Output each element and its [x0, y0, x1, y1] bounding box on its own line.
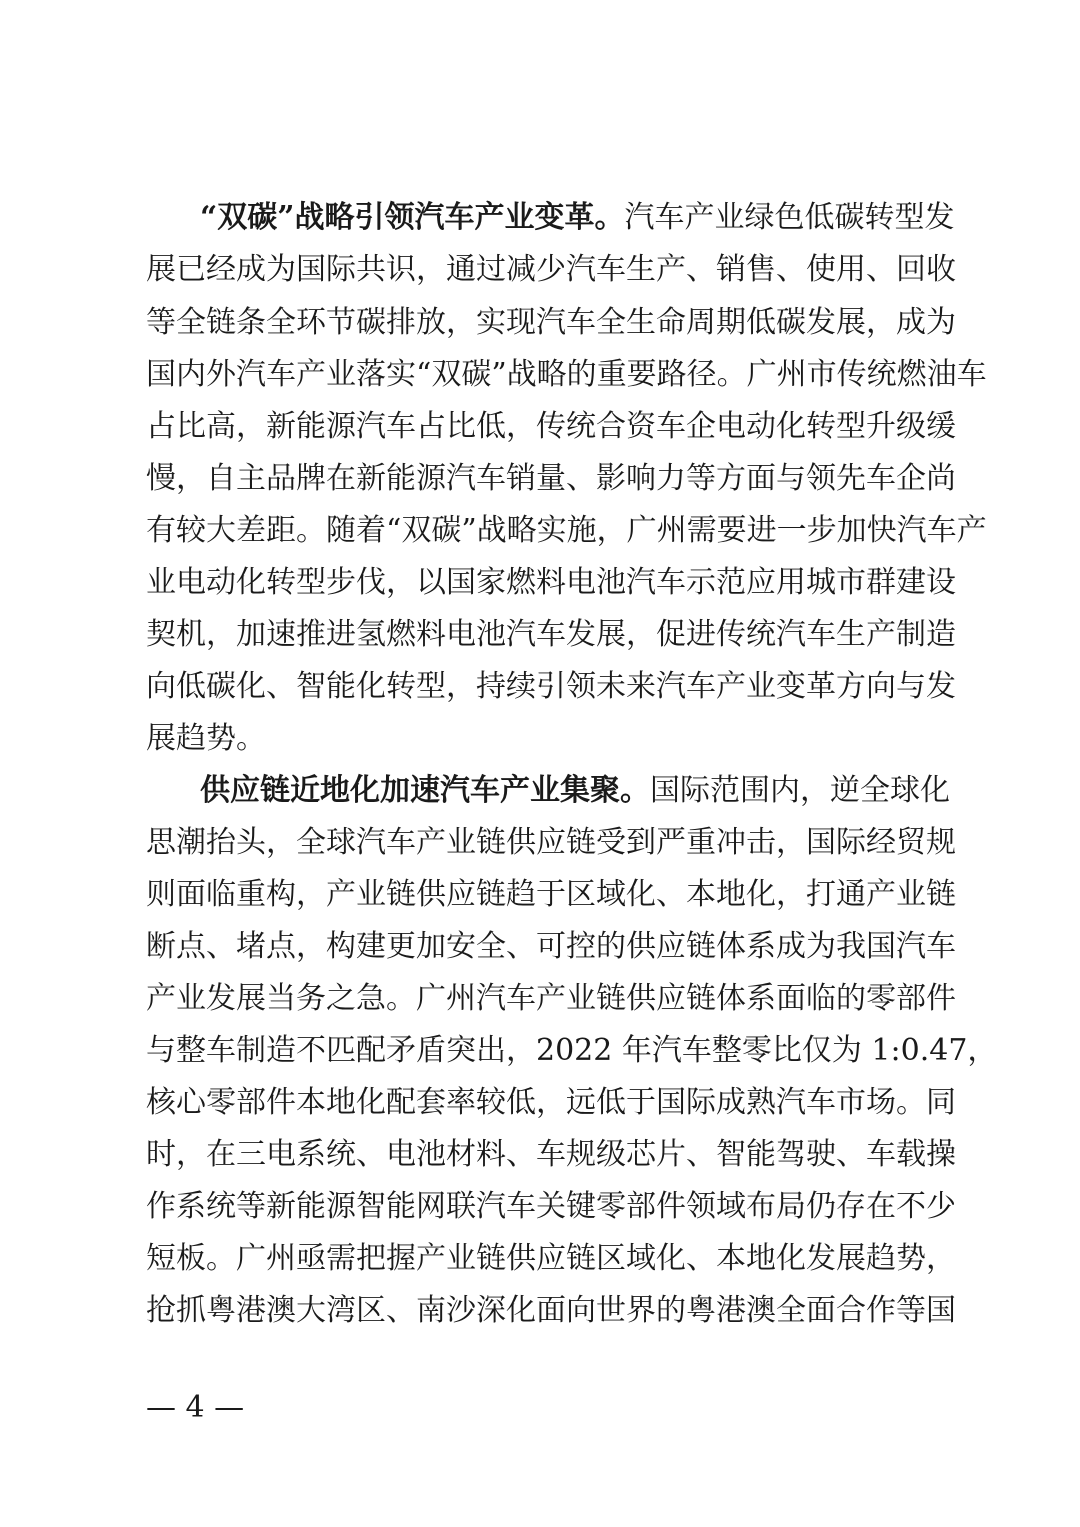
paragraph-2-heading: 供应链近地化加速汽车产业集聚。	[200, 773, 650, 808]
paragraph-1-heading: “双碳”战略引领汽车产业变革。	[200, 200, 625, 235]
paragraph-2-line-1	[200, 765, 950, 817]
paragraph-1-line-1	[200, 192, 955, 244]
paragraph-2-line-11: 抢抓粤港澳大湾区、南沙深化面向世界的粤港澳全面合作等国	[146, 1293, 956, 1328]
paragraph-1-line-6: 慢，自主品牌在新能源汽车销量、影响力等方面与领先车企尚	[146, 461, 956, 496]
paragraph-2-line-10: 短板。广州亟需把握产业链供应链区域化、本地化发展趋势，	[146, 1241, 956, 1276]
paragraph-2-line-9: 作系统等新能源智能网联汽车关键零部件领域布局仍存在不少	[146, 1189, 956, 1224]
page-number: — 4 —	[146, 1390, 245, 1425]
paragraph-1-text: 汽车产业绿色低碳转型发	[624, 200, 955, 235]
paragraph-2-line-8: 时，在三电系统、电池材料、车规级芯片、智能驾驶、车载操	[146, 1137, 956, 1172]
paragraph-1-line-11: 展趋势。	[146, 721, 266, 756]
paragraph-2-line-6: 与整车制造不匹配矛盾突出，2022 年汽车整零比仅为 1:0.47，	[146, 1033, 998, 1068]
paragraph-1-line-4: 国内外汽车产业落实“双碳”战略的重要路径。广州市传统燃油车	[146, 357, 987, 392]
paragraph-1-line-2: 展已经成为国际共识，通过减少汽车生产、销售、使用、回收	[146, 252, 956, 287]
paragraph-1-line-9: 契机，加速推进氢燃料电池汽车发展，促进传统汽车生产制造	[146, 617, 956, 652]
paragraph-1-line-8: 业电动化转型步伐，以国家燃料电池汽车示范应用城市群建设	[146, 565, 956, 600]
paragraph-2-line-5: 产业发展当务之急。广州汽车产业链供应链体系面临的零部件	[146, 981, 956, 1016]
paragraph-2-line-2: 思潮抬头，全球汽车产业链供应链受到严重冲击，国际经贸规	[146, 825, 956, 860]
paragraph-1-line-3: 等全链条全环节碳排放，实现汽车全生命周期低碳发展，成为	[146, 305, 956, 340]
paragraph-1-line-5: 占比高，新能源汽车占比低，传统合资车企电动化转型升级缓	[146, 409, 956, 444]
paragraph-1-line-7: 有较大差距。随着“双碳”战略实施，广州需要进一步加快汽车产	[146, 513, 987, 548]
paragraph-2-line-7: 核心零部件本地化配套率较低，远低于国际成熟汽车市场。同	[146, 1085, 956, 1120]
paragraph-2-text: 国际范围内，逆全球化	[650, 773, 950, 808]
paragraph-2-line-3: 则面临重构，产业链供应链趋于区域化、本地化，打通产业链	[146, 877, 956, 912]
paragraph-2-line-4: 断点、堵点，构建更加安全、可控的供应链体系成为我国汽车	[146, 929, 956, 964]
paragraph-1-line-10: 向低碳化、智能化转型，持续引领未来汽车产业变革方向与发	[146, 669, 956, 704]
